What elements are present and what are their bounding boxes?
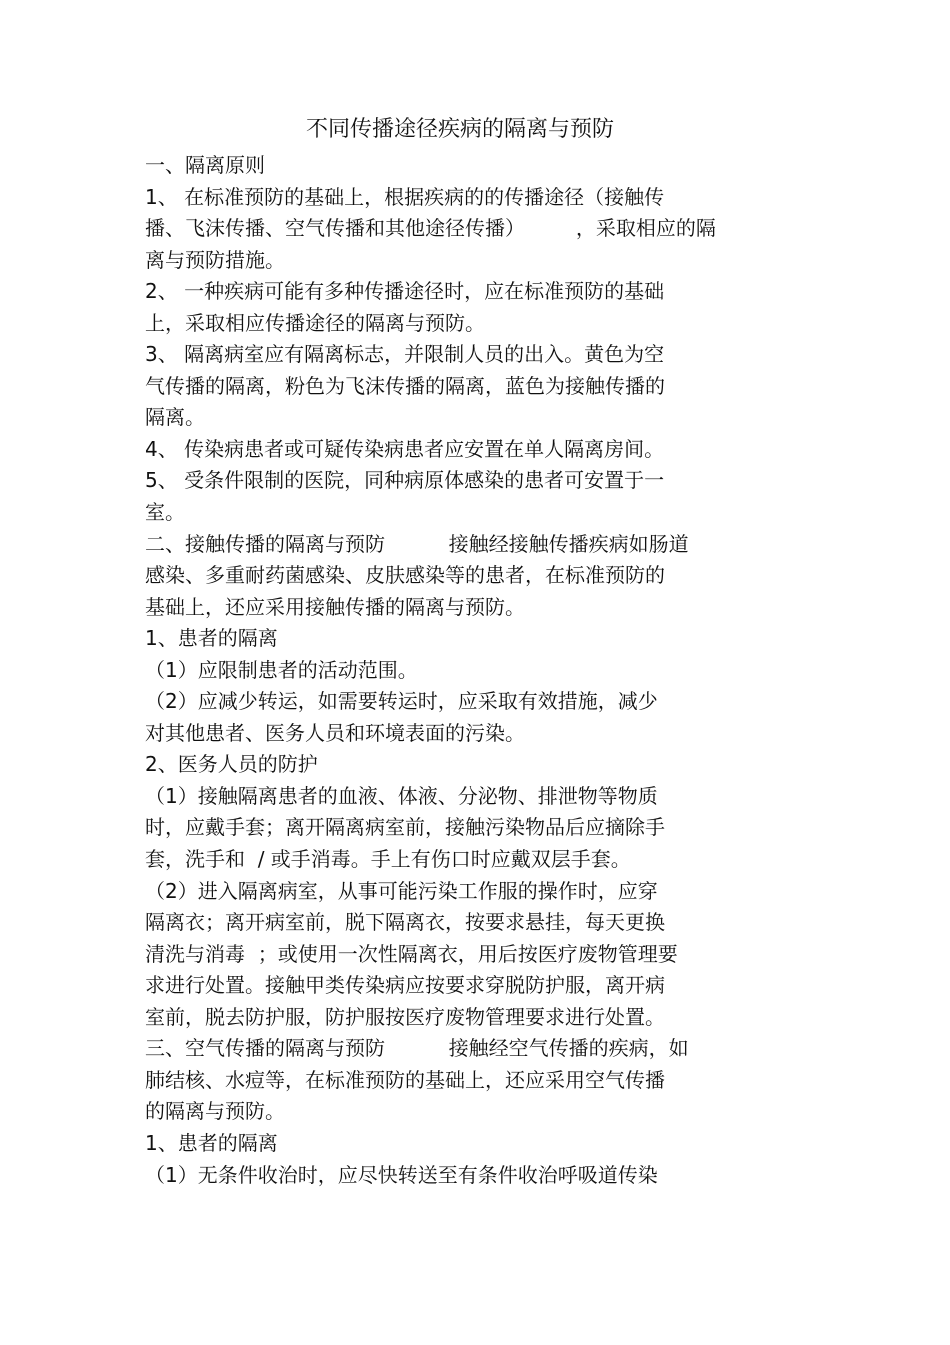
text-line: 感染、多重耐药菌感染、皮肤感染等的患者，在标准预防的 xyxy=(145,563,665,588)
text-line: 肺结核、水痘等，在标准预防的基础上，还应采用空气传播 xyxy=(145,1067,665,1092)
text-line: 1、患者的隔离 xyxy=(145,1130,278,1155)
text-line: 4、 传染病患者或可疑传染病患者应安置在单人隔离房间。 xyxy=(145,436,665,461)
text-line: 2、医务人员的防护 xyxy=(145,752,318,777)
text-line: 三、空气传播的隔离与预防 接触经空气传播的疾病，如 xyxy=(145,1036,689,1061)
text-line: 隔离。 xyxy=(145,405,205,430)
text-line: 基础上，还应采用接触传播的隔离与预防。 xyxy=(145,594,525,619)
text-line: 二、接触传播的隔离与预防 接触经接触传播疾病如肠道 xyxy=(145,531,689,556)
text-line: （1）接触隔离患者的血液、体液、分泌物、排泄物等物质 xyxy=(145,783,658,808)
text-line: 5、 受条件限制的医院，同种病原体感染的患者可安置于一 xyxy=(145,468,665,493)
text-line: 求进行处置。接触甲类传染病应按要求穿脱防护服，离开病 xyxy=(145,973,665,998)
text-line: 气传播的隔离，粉色为飞沫传播的隔离，蓝色为接触传播的 xyxy=(145,373,665,398)
text-line: 1、 在标准预防的基础上，根据疾病的的传播途径（接触传 xyxy=(145,184,665,209)
text-line: （2）进入隔离病室，从事可能污染工作服的操作时，应穿 xyxy=(145,878,658,903)
text-line: 室。 xyxy=(145,500,185,525)
text-line: 播、飞沫传播、空气传播和其他途径传播） ，采取相应的隔 xyxy=(145,216,716,241)
text-line: 的隔离与预防。 xyxy=(145,1099,285,1124)
text-line: 时，应戴手套；离开隔离病室前，接触污染物品后应摘除手 xyxy=(145,815,665,840)
text-line: （2）应减少转运，如需要转运时，应采取有效措施，减少 xyxy=(145,689,658,714)
text-line: （1）无条件收治时，应尽快转送至有条件收治呼吸道传染 xyxy=(145,1162,658,1187)
text-line: 2、 一种疾病可能有多种传播途径时，应在标准预防的基础 xyxy=(145,279,665,304)
text-line: 离与预防措施。 xyxy=(145,247,285,272)
text-line: 一、隔离原则 xyxy=(145,153,265,177)
text-line: （1）应限制患者的活动范围。 xyxy=(145,657,418,682)
document-body xyxy=(145,150,805,1191)
text-line: 室前，脱去防护服，防护服按医疗废物管理要求进行处置。 xyxy=(145,1004,665,1029)
text-line: 套，洗手和 / 或手消毒。手上有伤口时应戴双层手套。 xyxy=(145,847,631,872)
document-title: 不同传播途径疾病的隔离与预防 xyxy=(305,117,614,142)
text-line: 1、患者的隔离 xyxy=(145,626,278,651)
text-line: 对其他患者、医务人员和环境表面的污染。 xyxy=(145,720,525,745)
text-line: 上，采取相应传播途径的隔离与预防。 xyxy=(145,310,485,335)
text-line: 清洗与消毒 ；或使用一次性隔离衣，用后按医疗废物管理要 xyxy=(145,941,678,966)
text-line: 隔离衣；离开病室前，脱下隔离衣，按要求悬挂，每天更换 xyxy=(145,910,665,935)
text-line: 3、 隔离病室应有隔离标志，并限制人员的出入。黄色为空 xyxy=(145,342,665,367)
